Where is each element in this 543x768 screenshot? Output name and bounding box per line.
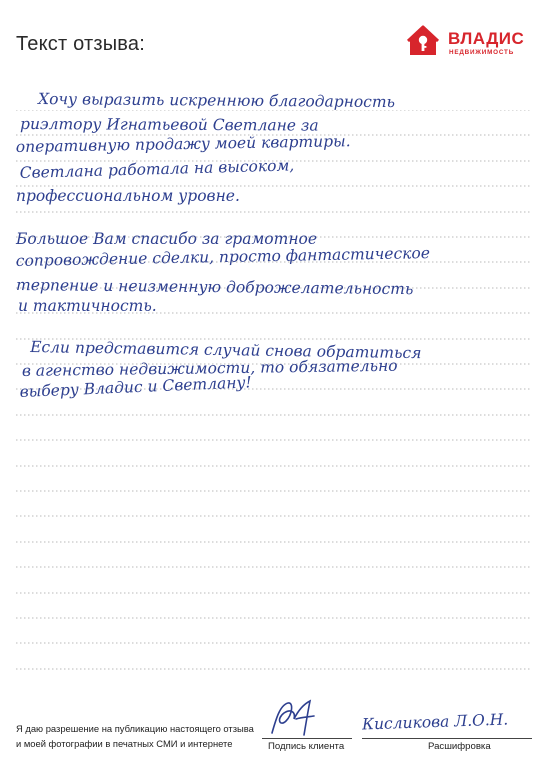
logo-subtitle: НЕДВИЖИМОСТЬ xyxy=(449,49,515,56)
page-title: Текст отзыва: xyxy=(16,33,145,55)
review-line: Большое Вам спасибо за грамотное xyxy=(16,230,318,248)
signature-line xyxy=(262,738,352,739)
review-line: и тактичность. xyxy=(18,297,157,315)
house-key-icon xyxy=(406,25,442,57)
review-line: терпение и неизменную доброжелательность xyxy=(16,276,414,299)
publication-consent xyxy=(16,721,254,751)
review-line: в агенство недвижимости, то обязательно xyxy=(21,356,398,380)
decoding-line xyxy=(362,738,532,739)
signature-label: Подпись клиента xyxy=(268,741,345,752)
review-line: Хочу выразить искреннюю благодарность xyxy=(38,90,396,112)
review-line: оперативную продажу моей квартиры. xyxy=(15,132,351,156)
review-line: сопровождение сделки, просто фантастическое xyxy=(15,244,431,270)
consent-line: и моей фотографии в печатных СМИ и интернете xyxy=(16,738,233,749)
consent-line: Я даю разрешение на публикацию настоящего отзыва xyxy=(16,723,254,734)
review-line: профессиональном уровне. xyxy=(16,187,240,205)
decoding-label: Расшифровка xyxy=(428,741,491,752)
review-line: риэлтору Игнатьевой Светлане за xyxy=(20,115,319,135)
client-signature xyxy=(266,697,326,739)
review-line: Если представится случай снова обратиться xyxy=(30,338,422,363)
company-logo xyxy=(406,25,528,61)
decoding-value: Кисликова Л.О.Н. xyxy=(361,710,509,734)
review-line: выберу Владис и Светлану! xyxy=(19,373,253,401)
review-line: Светлана работала на высоком, xyxy=(19,156,295,182)
logo-name: ВЛАДИС xyxy=(448,29,525,48)
